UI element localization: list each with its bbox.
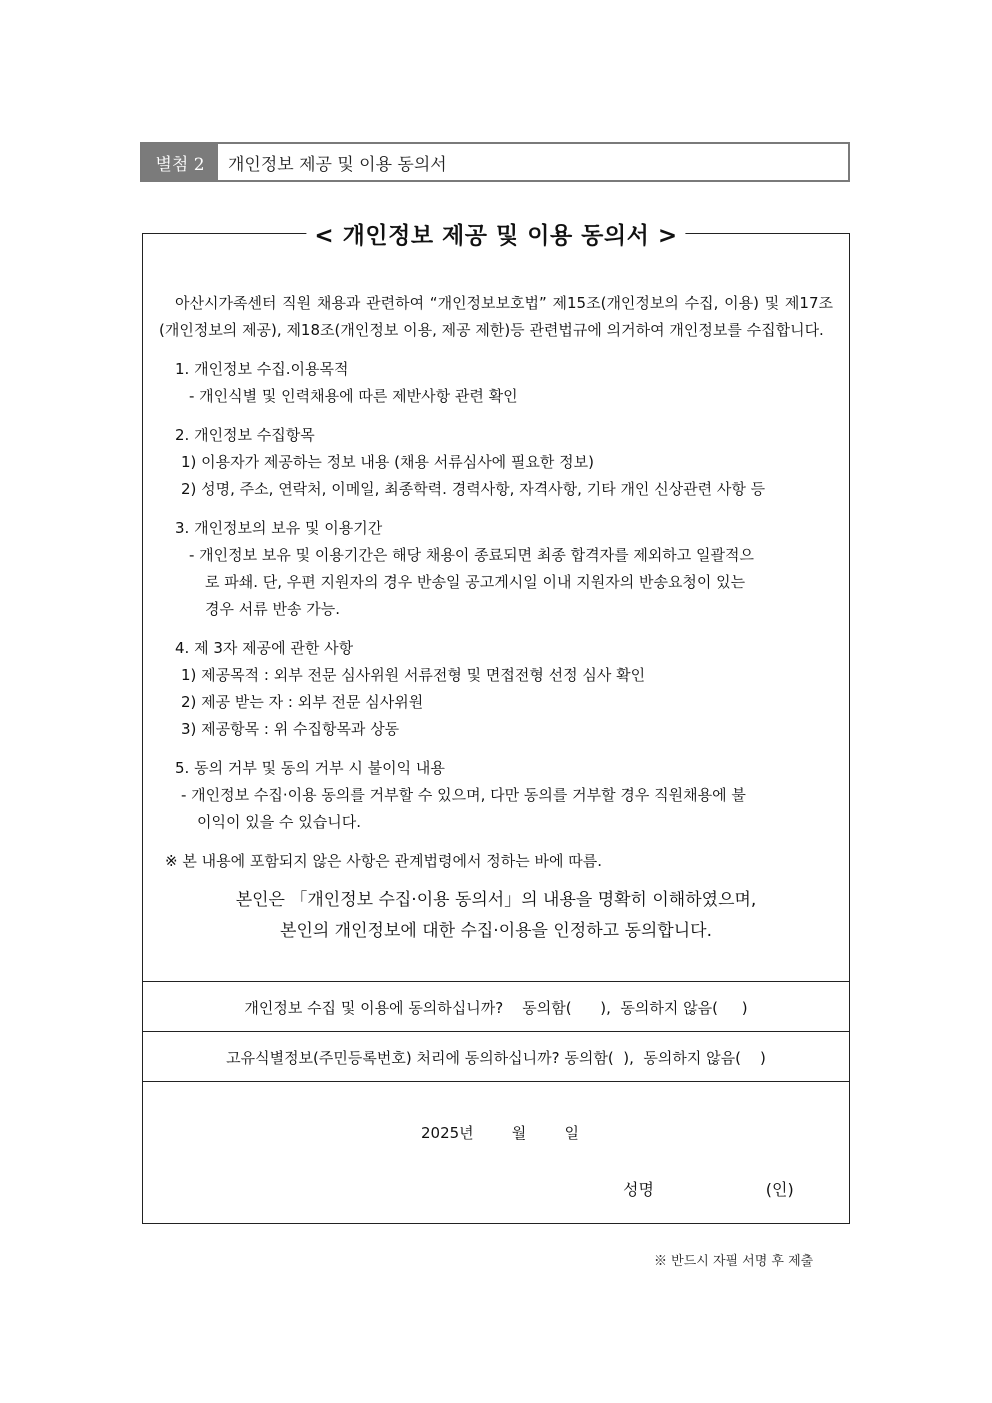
footnote: ※ 반드시 자필 서명 후 제출 <box>654 1254 814 1269</box>
section-purpose <box>159 356 833 410</box>
section-items <box>159 422 833 503</box>
attachment-tag: 별첨 2 <box>142 144 218 180</box>
section-heading: 1. 개인정보 수집.이용목적 <box>175 360 349 378</box>
section-line: - 개인정보 보유 및 이용기간은 해당 채용이 종료되면 최종 합격자를 제외하고 일괄적으 <box>189 546 755 564</box>
note-text: ※ 본 내용에 포함되지 않은 사항은 관계법령에서 정하는 바에 따름. <box>165 852 602 870</box>
section-retention <box>159 515 833 623</box>
section-line: - 개인식별 및 인력채용에 따른 제반사항 관련 확인 <box>189 387 518 405</box>
form-title: < 개인정보 제공 및 이용 동의서 > <box>306 217 685 250</box>
section-line: 1) 제공목적 : 외부 전문 심사위원 서류전형 및 면접전형 선정 심사 확인 <box>181 666 646 684</box>
attachment-title: 개인정보 제공 및 이용 동의서 <box>228 154 447 175</box>
confirmation-line-2: 본인의 개인정보에 대한 수집·이용을 인정하고 동의합니다. <box>280 921 712 941</box>
section-line: 2) 성명, 주소, 연락처, 이메일, 최종학력. 경력사항, 자격사항, 기타 개인 신상관련 사항 등 <box>181 480 766 498</box>
section-refusal <box>159 755 833 836</box>
signature-field[interactable]: 성명 (인) <box>623 1180 794 1199</box>
form-body <box>159 290 833 947</box>
intro-paragraph: 아산시가족센터 직원 채용과 관련하여 “개인정보보호법” 제15조(개인정보의 수집, 이용) 및 제17조(개인정보의 제공), 제18조(개인정보 이용, 제공 제한)등 관련법규에 의거하여 개인정보를 수집합니다. <box>159 294 833 339</box>
consent-form <box>142 223 850 1224</box>
section-line: 로 파쇄. 단, 우편 지원자의 경우 반송일 공고게시일 이내 지원자의 반송요청이 있는 <box>205 573 746 591</box>
signature-area <box>143 1081 849 1223</box>
section-line: - 개인정보 수집·이용 동의를 거부할 수 있으며, 다만 동의를 거부할 경우 직원채용에 불 <box>181 786 746 804</box>
section-line: 이익이 있을 수 있습니다. <box>197 813 361 831</box>
section-heading: 4. 제 3자 제공에 관한 사항 <box>175 639 354 657</box>
section-line: 1) 이용자가 제공하는 정보 내용 (채용 서류심사에 필요한 정보) <box>181 453 595 471</box>
section-line: 경우 서류 반송 가능. <box>205 600 340 618</box>
consent-row-personal-info[interactable]: 개인정보 수집 및 이용에 동의하십니까? 동의함( ), 동의하지 않음( ) <box>143 981 849 1032</box>
confirmation-line-1: 본인은 「개인정보 수집·이용 동의서」의 내용을 명확히 이해하였으며, <box>235 890 757 910</box>
section-heading: 3. 개인정보의 보유 및 이용기간 <box>175 519 383 537</box>
section-line: 2) 제공 받는 자 : 외부 전문 심사위원 <box>181 693 424 711</box>
date-field[interactable]: 2025년 월 일 <box>421 1124 579 1142</box>
consent-row-unique-id[interactable]: 고유식별정보(주민등록번호) 처리에 동의하십니까? 동의함( ), 동의하지 않음( ) <box>143 1031 849 1082</box>
confirmation-statement <box>159 885 833 947</box>
attachment-header <box>140 142 850 182</box>
section-line: 3) 제공항목 : 위 수집항목과 상동 <box>181 720 400 738</box>
section-heading: 5. 동의 거부 및 동의 거부 시 불이익 내용 <box>175 759 445 777</box>
section-third-party <box>159 635 833 743</box>
section-heading: 2. 개인정보 수집항목 <box>175 426 315 444</box>
